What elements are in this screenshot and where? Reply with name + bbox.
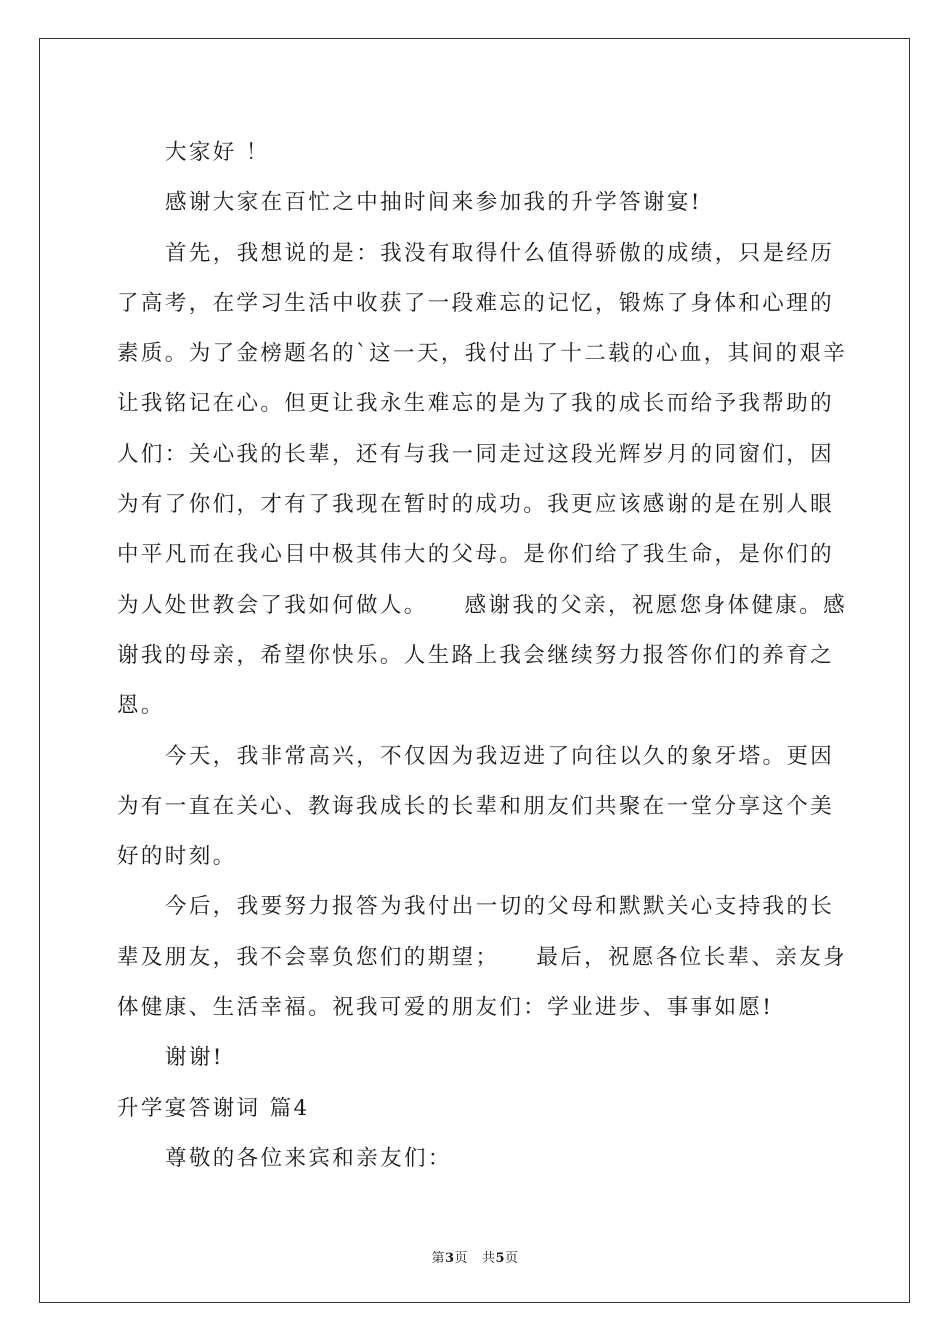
page-number: 3 (444, 1251, 455, 1266)
body-paragraph-future: 今后，我要努力报答为我付出一切的父母和默默关心支持我的长辈及朋友，我不会辜负您们的期望； 最后，祝愿各位长辈、亲友身体健康、生活幸福。祝我可爱的朋友们：学业进步、事事如愿! (117, 894, 848, 1021)
page-footer (0, 1247, 950, 1266)
greeting-paragraph: 大家好 ！ (165, 140, 270, 165)
closing-thanks: 谢谢! (165, 1045, 224, 1071)
section-heading: 升学宴答谢词 篇4 (117, 1095, 310, 1121)
document-body (117, 128, 857, 1184)
thanks-paragraph: 感谢大家在百忙之中抽时间来参加我的升学答谢宴! (165, 190, 702, 216)
total-pages: 5 (495, 1251, 506, 1266)
total-suffix: 页 (505, 1251, 519, 1266)
salutation-paragraph: 尊敬的各位来宾和亲友们： (165, 1145, 452, 1171)
page-suffix: 页 (454, 1251, 469, 1266)
body-paragraph-first: 首先，我想说的是：我没有取得什么值得骄傲的成绩，只是经历了高考，在学习生活中收获了一段难忘的记忆，锻炼了身体和心理的素质。为了金榜题名的`这一天，我付出了十二载的心血，其间的艰辛让我铭记在心。但更让我永生难忘的是为了我的成长而给予我帮助的人们：关心我的长辈，还有与我一同走过这段光辉岁月的同窗们，因为有了你们，才有了我现在暂时的成功。我更应该感谢的是在别人眼中平凡而在我心目中极其伟大的父母。是你们给了我生命，是你们的为人处世教会了我如何做人。 感谢我的父亲，祝愿您身体健康。感谢我的母亲，希望你快乐。人生路上我会继续努力报答你们的养育之恩。 (117, 240, 848, 719)
page-prefix: 第 (431, 1251, 445, 1266)
total-prefix: 共 (481, 1251, 496, 1266)
body-paragraph-today: 今天，我非常高兴，不仅因为我迈进了向往以久的象牙塔。更因为有一直在关心、教诲我成长的长辈和朋友们共聚在一堂分享这个美好的时刻。 (117, 743, 835, 870)
